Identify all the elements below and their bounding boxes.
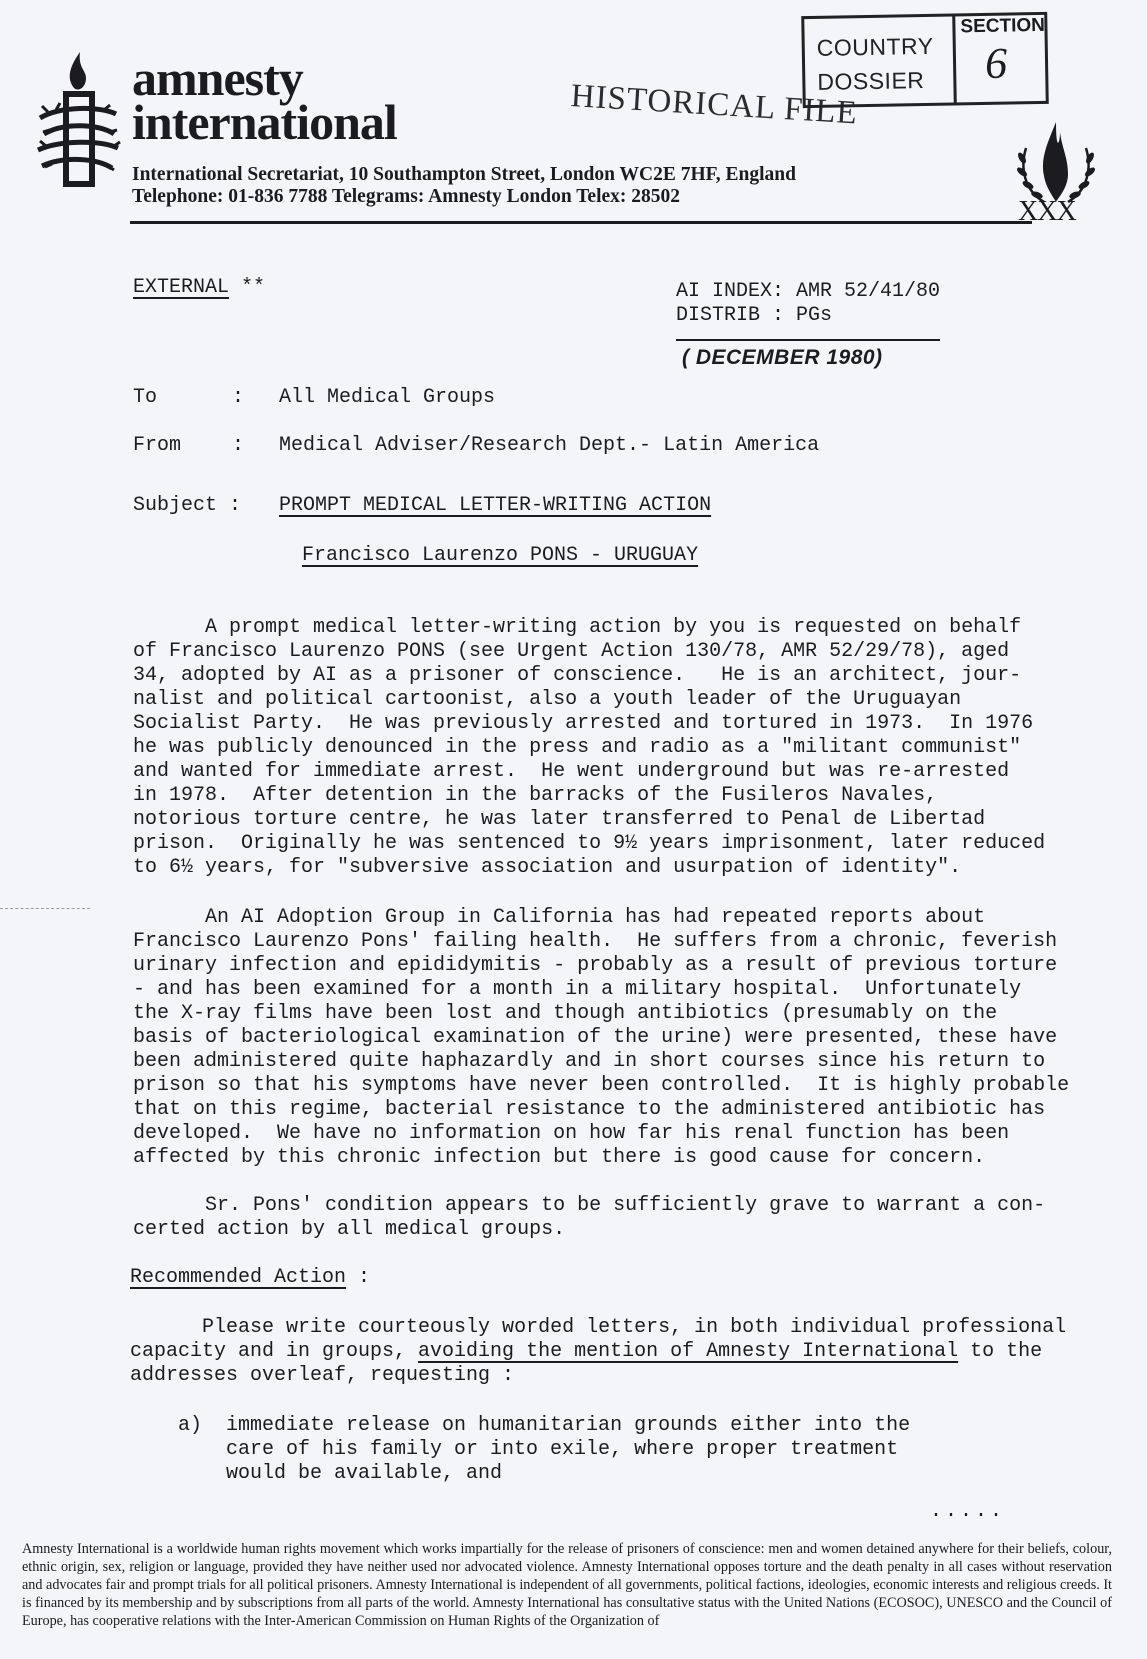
subject-line-1: PROMPT MEDICAL LETTER-WRITING ACTION [279,494,712,517]
classification-label: EXTERNAL [133,276,230,299]
to-colon: : [232,386,245,409]
paragraph-request [130,1316,1090,1388]
section-number: 6 [984,38,1008,88]
brand-wordmark [132,50,397,150]
dossier-divider [952,16,957,102]
section-label: SECTION [960,14,1046,38]
recommended-action-heading [130,1266,370,1290]
distrib: DISTRIB : PGs [676,304,833,327]
classification-suffix: ** [241,276,266,299]
ai-index: AI INDEX: AMR 52/41/80 [676,280,941,303]
header-rule [130,221,1032,224]
to-label: To [133,386,158,409]
paragraph-health: An AI Adoption Group in California has had repeated reports about Francisco Laurenzo Pons' failing health. He suffers from a chronic, feverish urinary infection and epididymitis - probably as a result of previous torture - and has been examined for a month in a military hospital. Unfortunately the X-ray films have been lost and though antibiotics (presumably on the basis of bacteriological examination of the urine) were presented, these have been administered quite haphazardly and in short courses since his return to prison so that his symptoms have never been controlled. It is highly probable that on this regime, bacterial resistance to the administered antibiotic has developed. We have no information on how far his renal function has been affected by this chronic infection but there is good cause for concern. [133,906,1070,1169]
item-a-marker: a) [178,1414,203,1437]
item-a-text: immediate release on humanitarian grounds either into the care of his family or into exile, where proper treatment would be available, and [226,1414,911,1485]
request-line-3: addresses overleaf, requesting : [130,1364,515,1387]
subject-line-2: Francisco Laurenzo PONS - URUGUAY [302,544,699,567]
recommended-action-colon: : [346,1266,371,1289]
brand-line-1: amnesty [132,50,303,106]
subject-label: Subject : [133,494,242,517]
from-label: From [133,434,182,457]
to-value: All Medical Groups [279,386,496,409]
secretariat-address [132,164,796,208]
index-rule [676,339,940,341]
request-line-2 [130,1340,1090,1364]
request-line-2-emphasis: avoiding the mention of Amnesty International [418,1340,959,1363]
request-line-2-post: to the [958,1340,1043,1363]
candle-logo-icon [30,48,122,188]
country-dossier-stamp [801,12,1049,108]
brand-line-2: international [132,94,397,150]
request-line-2-pre: capacity and in groups, [130,1340,419,1363]
from-value: Medical Adviser/Research Dept.- Latin America [279,434,820,457]
address-line-2: Telephone: 01-836 7788 Telegrams: Amnesty London Telex: 28502 [132,186,681,207]
continuation-dots: ..... [930,1500,1006,1523]
historical-file-stamp: HISTORICAL FILE [569,78,859,132]
dossier-line-1: COUNTRY [816,32,934,61]
address-line-1: International Secretariat, 10 Southampton Street, London WC2E 7HF, England [132,164,796,185]
scan-artifact [0,908,90,910]
dossier-line-2: DOSSIER [817,67,925,95]
footer-mission-statement: Amnesty International is a worldwide human rights movement which works impartially for the release of prisoners of conscience: men and women detained anywhere for their beliefs, colour, ethnic origin, sex, religion or language, provided they have neither used nor advocated violence. Amnesty International opposes torture and the death penalty in all cases without reservation and advocates fair and prompt trials for all political prisoners. Amnesty International is independent of all governments, political factions, ideologies, economic interests and religious creeds. It is financed by its membership and by subscriptions from all parts of the world. Amnesty International has consultative status with the United Nations (ECOSOC), UNESCO and the Council of Europe, has cooperative relations with the Inter-American Commission on Human Rights of the Organization of [22,1541,1112,1629]
paragraph-condition: Sr. Pons' condition appears to be sufficiently grave to warrant a con- certed action by all medical groups. [133,1194,1046,1241]
paragraph-background: A prompt medical letter-writing action by you is requested on behalf of Francisco Laurenzo PONS (see Urgent Action 130/78, AMR 52/29/78), aged 34, adopted by AI as a prisoner of conscience. He is an architect, jour- nalist and political cartoonist, also a youth leader of the Uruguayan Socialist Party. He was previously arrested and tortured in 1973. In 1976 he was publicly denounced in the press and radio as a "militant communist" and wanted for immediate arrest. He went underground but was re-arrested in 1978. After detention in the barracks of the Fusileros Navales, notorious torture centre, he was later transferred to Penal de Libertad prison. Originally he was sentenced to 9½ years imprisonment, later reduced to 6½ years, for "subversive association and usurpation of identity". [133,616,1046,879]
anniversary-mark: XXX [1018,196,1076,227]
dossier-label [816,29,934,99]
from-colon: : [232,434,245,457]
recommended-action-label: Recommended Action [130,1266,347,1289]
handwritten-date: ( DECEMBER 1980) [682,346,883,369]
request-line-1: Please write courteously worded letters, in both individual professional [130,1316,1067,1339]
classification-line [133,276,265,300]
